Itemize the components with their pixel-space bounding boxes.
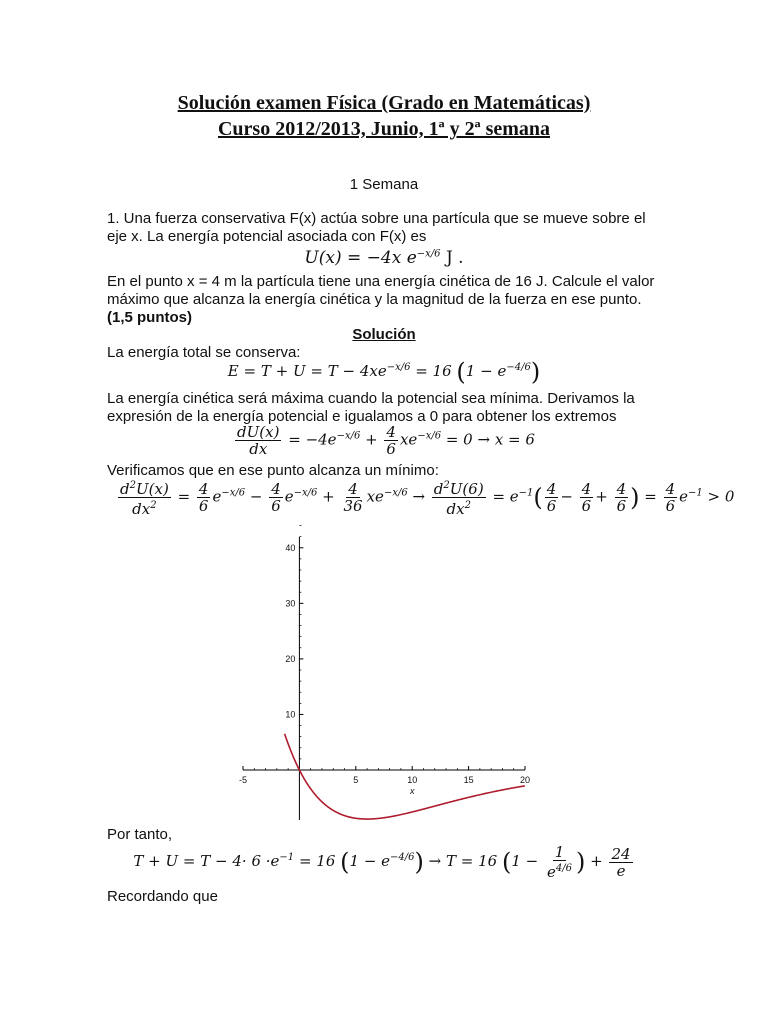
title-line-2: Curso 2012/2013, Junio, 1ª y 2ª semana [217, 118, 551, 140]
x-axis-label: x [409, 786, 415, 796]
solution-text-1: La energía total se conserva: [107, 344, 301, 361]
x-tick-label: -5 [238, 775, 248, 785]
equation-second-derivative: $\frac{d^2U(x)}{dx^2}$ = $\frac{4}{6}$ $e^{-x/6}$ − $\frac{4}{6}$ $e^{-x/6}$ + $\frac{4}{36}$ $xe^{-x/6}$ → $\frac{d^2U(6)}{dx^2}$ = $e^{-1}$( $\frac{4}{6}$ − $\frac{4}{6}$ + $\frac{4}{6}$ ) = $\frac{4}{6}$ $e^{-1} > 0$ [120, 480, 735, 518]
title-line-1: Solución examen Física (Grado en Matemáticas) [177, 92, 591, 114]
equation-first-derivative: $\frac{dU(x)}{dx}$ = $-4e^{-x/6}$ + $\frac{4}{6}$ $xe^{-x/6} = 0 \to x = 6$ [237, 423, 535, 458]
problem-points: (1,5 puntos) [107, 309, 192, 326]
problem-line-2: eje x. La energía potencial asociada con F(x) es [107, 228, 427, 245]
potential-energy-plot [225, 515, 545, 825]
x-tick-label: 20 [519, 775, 531, 785]
problem-line-3: En el punto x = 4 m la partícula tiene una energía cinética de 16 J. Calcule el valor [107, 273, 655, 290]
solution-text-5: Recordando que [107, 888, 218, 905]
problem-line-4: máximo que alcanza la energía cinética y la magnitud de la fuerza en ese punto. [107, 291, 642, 308]
problem-line-1: 1. Una fuerza conservativa F(x) actúa sobre una partícula que se mueve sobre el [107, 210, 646, 227]
y-tick-label: 10 [285, 709, 296, 720]
equation-energy-conservation: $E = T + U = T - 4xe^{-x/6} = 16$ $(1 - e^{-4/6})$ [227, 358, 541, 386]
potential-formula: U(x) = −4x $e^{-x/6}$ J . [304, 248, 464, 268]
solution-heading: Solución [352, 326, 416, 343]
y-tick-label: 20 [285, 653, 296, 664]
solution-text-3: Verificamos que en ese punto alcanza un mínimo: [107, 462, 439, 479]
y-tick-label: 30 [285, 598, 296, 609]
section-label: 1 Semana [349, 176, 419, 193]
solution-text-4: Por tanto, [107, 826, 173, 843]
y-tick-label: 40 [285, 542, 296, 553]
solution-text-2a: La energía cinética será máxima cuando la potencial sea mínima. Derivamos la [107, 390, 635, 407]
solution-text-2b: expresión de la energía potencial e igualamos a 0 para obtener los extremos [107, 408, 617, 425]
x-tick-label: 15 [463, 775, 474, 785]
equation-kinetic-energy: $T + U = T - 4\cdot 6 \cdot e^{-1} = 16$ $(1 - e^{-4/6}) \to T = 16$ (1 − $\frac{1}{e^{4/6}}$ ) + $\frac{24}{e}$ [133, 843, 631, 881]
x-tick-label: 5 [353, 775, 359, 785]
potential-curve [285, 734, 525, 819]
x-tick-label: 10 [407, 775, 418, 785]
